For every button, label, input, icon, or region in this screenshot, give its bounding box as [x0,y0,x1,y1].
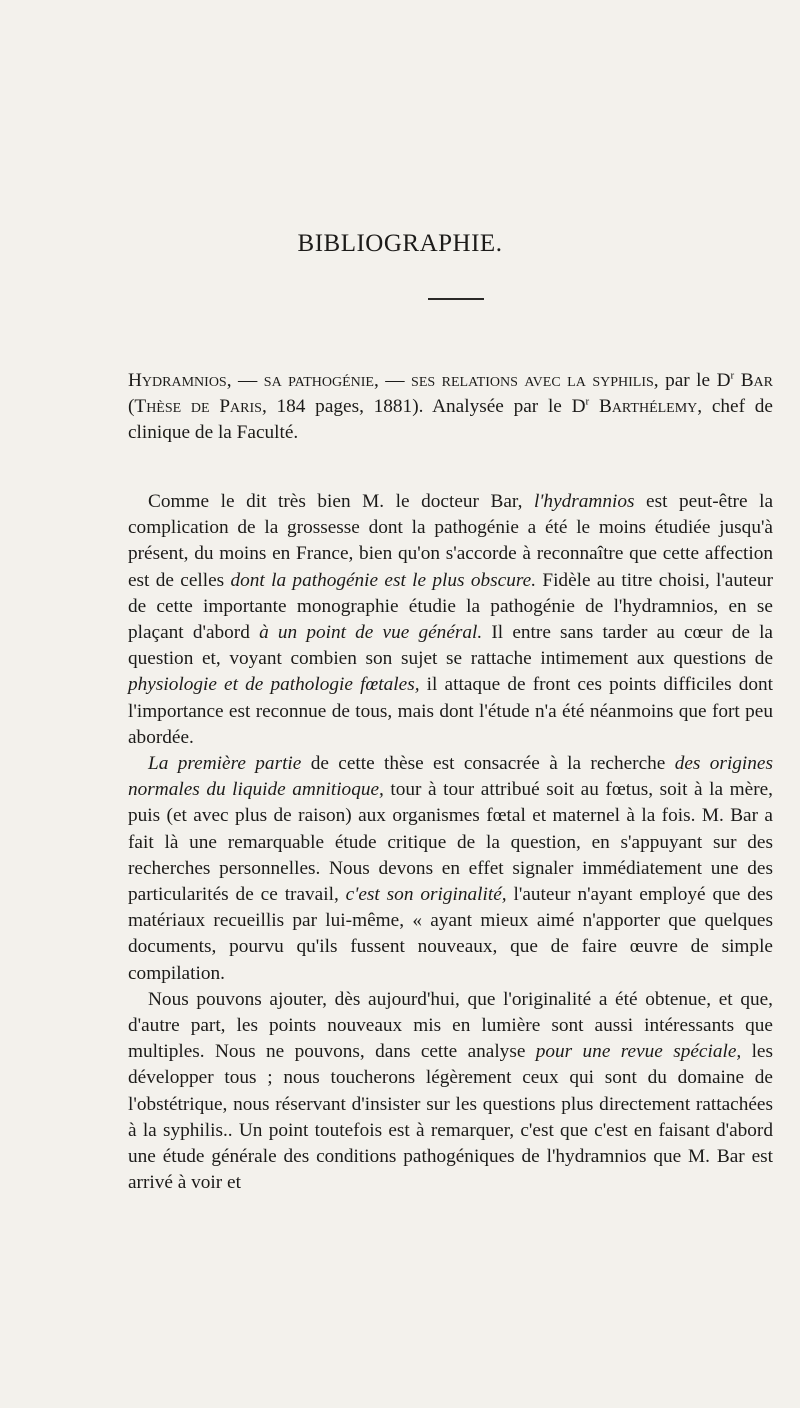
heading-author-sup: r [730,369,735,382]
heading-space-2 [589,396,599,417]
page-title: BIBLIOGRAPHIE. [297,230,503,257]
p1-text-e: Fidèle au titre choisi, l'auteur de cette importante monographie étudie la pathogénie de l'hydramnios, en se plaçant d'abord [128,569,773,644]
paragraph-2 [128,751,773,987]
paragraph-1 [128,489,773,751]
article-body [128,489,773,1196]
paragraph-3 [128,987,773,1197]
p2-text-b: de cette thèse est consacrée à la recherche [301,753,675,775]
heading-author-thesis: Bar (Thèse de Paris, [128,370,773,418]
p1-text-g: Il entre sans tarder au cœur de la question et, voyant combien son sujet se rattache intimement aux questions de [128,622,773,670]
p1-text-a: Comme le dit très bien M. le docteur Bar, [148,491,534,512]
p3-text-a: Nous pouvons ajouter, dès aujourd'hui, que l'originalité a été obtenue, et que, d'autre part, les points nouveaux mis en lumière sont aussi intéressants que multiples. Nous ne pouvons, dans cette analyse [128,988,773,1063]
p1-italic-f: à un point de vue général. [259,622,483,644]
heading-paragraph [128,368,773,447]
heading-subject: Hydramnios, — sa pathogénie, — ses relations avec la syphilis, [128,370,659,391]
p1-text-c: est peut-être la complication de la grossesse dont la pathogénie a été le moins étudiée jusqu'à présent, du moins en France, bien qu'on s'accorde à reconnaître que cette affection est de celles [128,491,773,591]
p2-italic-c: des origines normales du liquide amnitioque, [128,753,773,801]
p2-italic-a: La première partie [148,753,302,775]
heading-author-prefix: par le D [658,370,731,391]
p2-italic-e: c'est son originalité, [345,884,507,906]
p1-italic-h: physiologie et de pathologie fœtales, [128,674,420,696]
p2-text-d: tour à tour attribué soit au fœtus, soit à la mère, puis (et avec plus de raison) aux organismes fœtal et maternel à la fois. M. Bar a fait là une remarquable étude critique de la question, en s'appuyant sur des recherches personnelles. Nous devons en effet signaler immédiatement une des particularités de ce travail, [128,779,773,906]
heading-analyst: Barthélemy, [598,396,703,418]
heading-details: 184 pages, 1881). Analysée par le D [266,396,586,418]
title-rule [428,298,484,300]
heading-analyst-sup: r [585,395,590,408]
p1-text-i: il attaque de front ces points difficiles dont l'importance est reconnue de tous, mais dont l'étude n'a été néanmoins que fort peu abordée. [128,674,773,748]
heading-analyst-role: chef de clinique de la Faculté. [128,396,773,444]
p3-text-c: les développer tous ; nous toucherons légèrement ceux qui sont du domaine de l'obstétrique, nous réservant d'insister sur les questions plus directement rattachées à la syphilis.. Un point toutefois est à remarquer, c'est que c'est en faisant d'abord une étude générale des conditions pathogéniques de l'hydramnios que M. Bar est arrivé à voir et [128,1041,773,1194]
p2-text-f: l'auteur n'ayant employé que des matériaux recueillis par lui-même, « ayant mieux aimé n'apporter que quelques documents, pourvu qu'ils fussent nouveaux, que de faire œuvre de simple compilation. [128,884,773,984]
p3-italic-b: pour une revue spéciale, [535,1041,742,1063]
p1-italic-b: l'hydramnios [533,491,635,512]
article-heading [128,368,773,447]
p1-italic-d: dont la pathogénie est le plus obscure. [230,569,537,591]
